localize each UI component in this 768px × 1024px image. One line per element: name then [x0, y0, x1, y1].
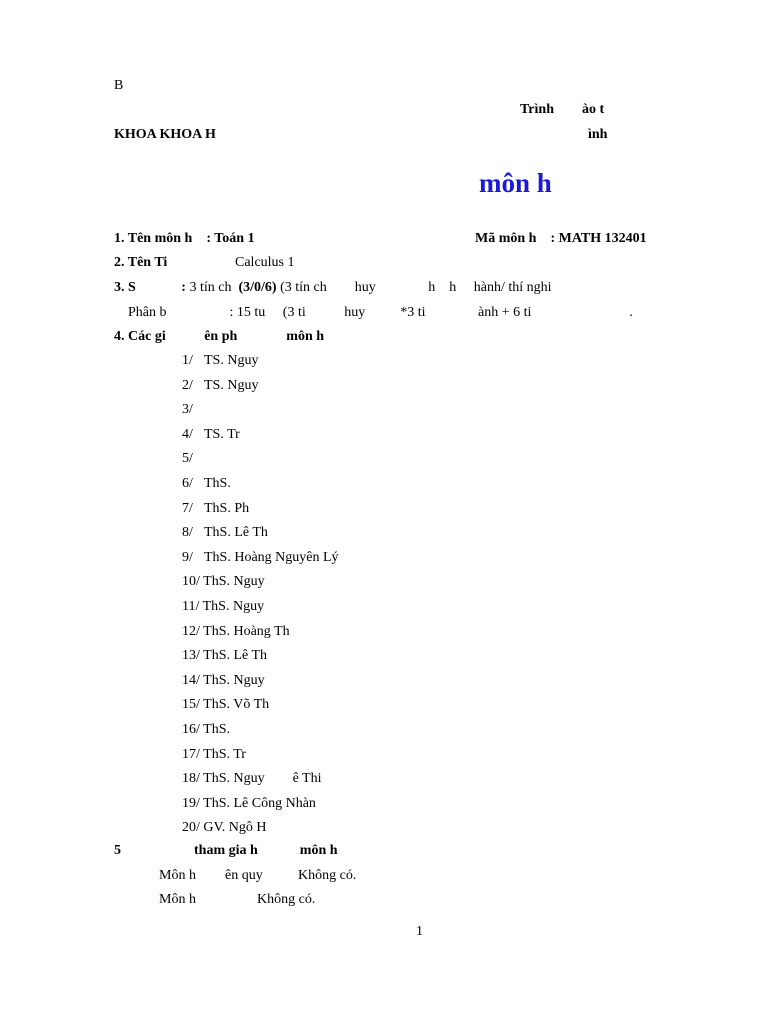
instructor-name: ThS. Hoàng Th: [203, 624, 290, 639]
instructor-name: ThS. Nguy: [203, 574, 265, 589]
instructor-number: 16/: [182, 722, 200, 737]
corequisite-label: Môn h: [159, 892, 196, 907]
instructor-item: [182, 796, 316, 812]
instructor-name: ThS. Ph: [204, 501, 250, 516]
prerequisite-value: Không có.: [298, 868, 357, 883]
section4-heading: 4. Các gi ên ph môn h: [114, 329, 325, 344]
english-name-label: 2. Tên Ti: [114, 255, 168, 270]
faculty-name: KHOA KHOA H: [114, 127, 216, 142]
instructor-item: [182, 722, 230, 738]
instructor-item: [182, 476, 231, 492]
instructor-item: [182, 697, 269, 713]
instructor-number: 18/: [182, 771, 200, 786]
instructor-item: [182, 451, 204, 467]
instructor-item: [182, 599, 264, 615]
instructor-number: 9/: [182, 550, 193, 565]
document-title: môn h: [479, 168, 552, 198]
instructor-number: 20/: [182, 820, 200, 835]
instructor-name: ThS. Nguy: [203, 673, 265, 688]
instructor-name: ThS.: [204, 476, 231, 491]
instructor-name: ThS. Lê Công Nhàn: [203, 796, 316, 811]
instructor-number: 4/: [182, 427, 193, 442]
instructor-number: 1/: [182, 353, 193, 368]
credits-label: 3. S: [114, 280, 136, 295]
instructor-number: 17/: [182, 747, 200, 762]
instructor-name: ThS. Tr: [203, 747, 246, 762]
instructor-item: [182, 574, 265, 590]
instructor-name: ThS. Võ Th: [203, 697, 270, 712]
course-code: Mã môn h : MATH 132401: [475, 231, 647, 246]
instructor-number: 11/: [182, 599, 200, 614]
instructor-number: 5/: [182, 451, 193, 466]
instructor-name: ThS.: [203, 722, 230, 737]
credits-detail: (3 tín ch huy h h hành/ thí nghi: [280, 280, 552, 295]
instructor-item: [182, 378, 258, 394]
credits-text: 3 tín ch: [189, 280, 232, 295]
instructor-number: 13/: [182, 648, 200, 663]
instructor-number: 19/: [182, 796, 200, 811]
instructor-item: [182, 820, 267, 836]
instructor-name: ThS. Lê Th: [204, 525, 268, 540]
instructor-number: 14/: [182, 673, 200, 688]
section5-heading: tham gia h môn h: [194, 843, 338, 858]
instructor-number: 2/: [182, 378, 193, 393]
header-program-title: Trình ào t: [520, 102, 605, 117]
prerequisite-label-2: ên quy: [225, 868, 263, 883]
instructor-number: 8/: [182, 525, 193, 540]
instructor-name: GV. Ngô H: [203, 820, 267, 835]
credits-colon: :: [181, 280, 186, 295]
credits-line: [114, 280, 552, 296]
instructor-item: [182, 673, 265, 689]
instructor-item: [182, 648, 267, 664]
instructor-item: [182, 353, 258, 369]
header-right-line2: ình: [588, 127, 608, 142]
instructor-number: 6/: [182, 476, 193, 491]
corequisite-value: Không có.: [257, 892, 316, 907]
instructor-number: 15/: [182, 697, 200, 712]
instructor-name: TS. Nguy: [204, 353, 259, 368]
instructor-name: ThS. Lê Th: [203, 648, 268, 663]
instructor-number: 12/: [182, 624, 200, 639]
instructor-name: ThS. Hoàng Nguyên Lý: [204, 550, 339, 565]
page-number: 1: [416, 924, 423, 939]
instructor-item: [182, 747, 246, 763]
instructor-item: [182, 624, 290, 640]
instructor-name: TS. Nguy: [204, 378, 259, 393]
instructor-item: [182, 501, 249, 517]
instructor-number: 3/: [182, 402, 193, 417]
section5-number: 5: [114, 843, 121, 858]
english-name-value: Calculus 1: [235, 255, 295, 270]
instructor-number: 10/: [182, 574, 200, 589]
credits-split: (3/0/6): [238, 280, 277, 295]
instructor-name: TS. Tr: [204, 427, 240, 442]
instructor-name: ThS. Nguy ê Thi: [203, 771, 322, 786]
instructor-item: [182, 402, 204, 418]
course-name: 1. Tên môn h : Toán 1: [114, 231, 255, 246]
prerequisite-label: Môn h: [159, 868, 196, 883]
instructor-item: [182, 427, 240, 443]
instructor-number: 7/: [182, 501, 193, 516]
instructor-item: [182, 771, 322, 787]
instructor-name: ThS. Nguy: [202, 599, 265, 614]
instructor-item: [182, 525, 268, 541]
time-distribution: Phân b : 15 tu (3 ti huy *3 ti ành + 6 ti .: [128, 305, 633, 320]
header-top-left: B: [114, 78, 124, 93]
instructor-item: [182, 550, 339, 566]
